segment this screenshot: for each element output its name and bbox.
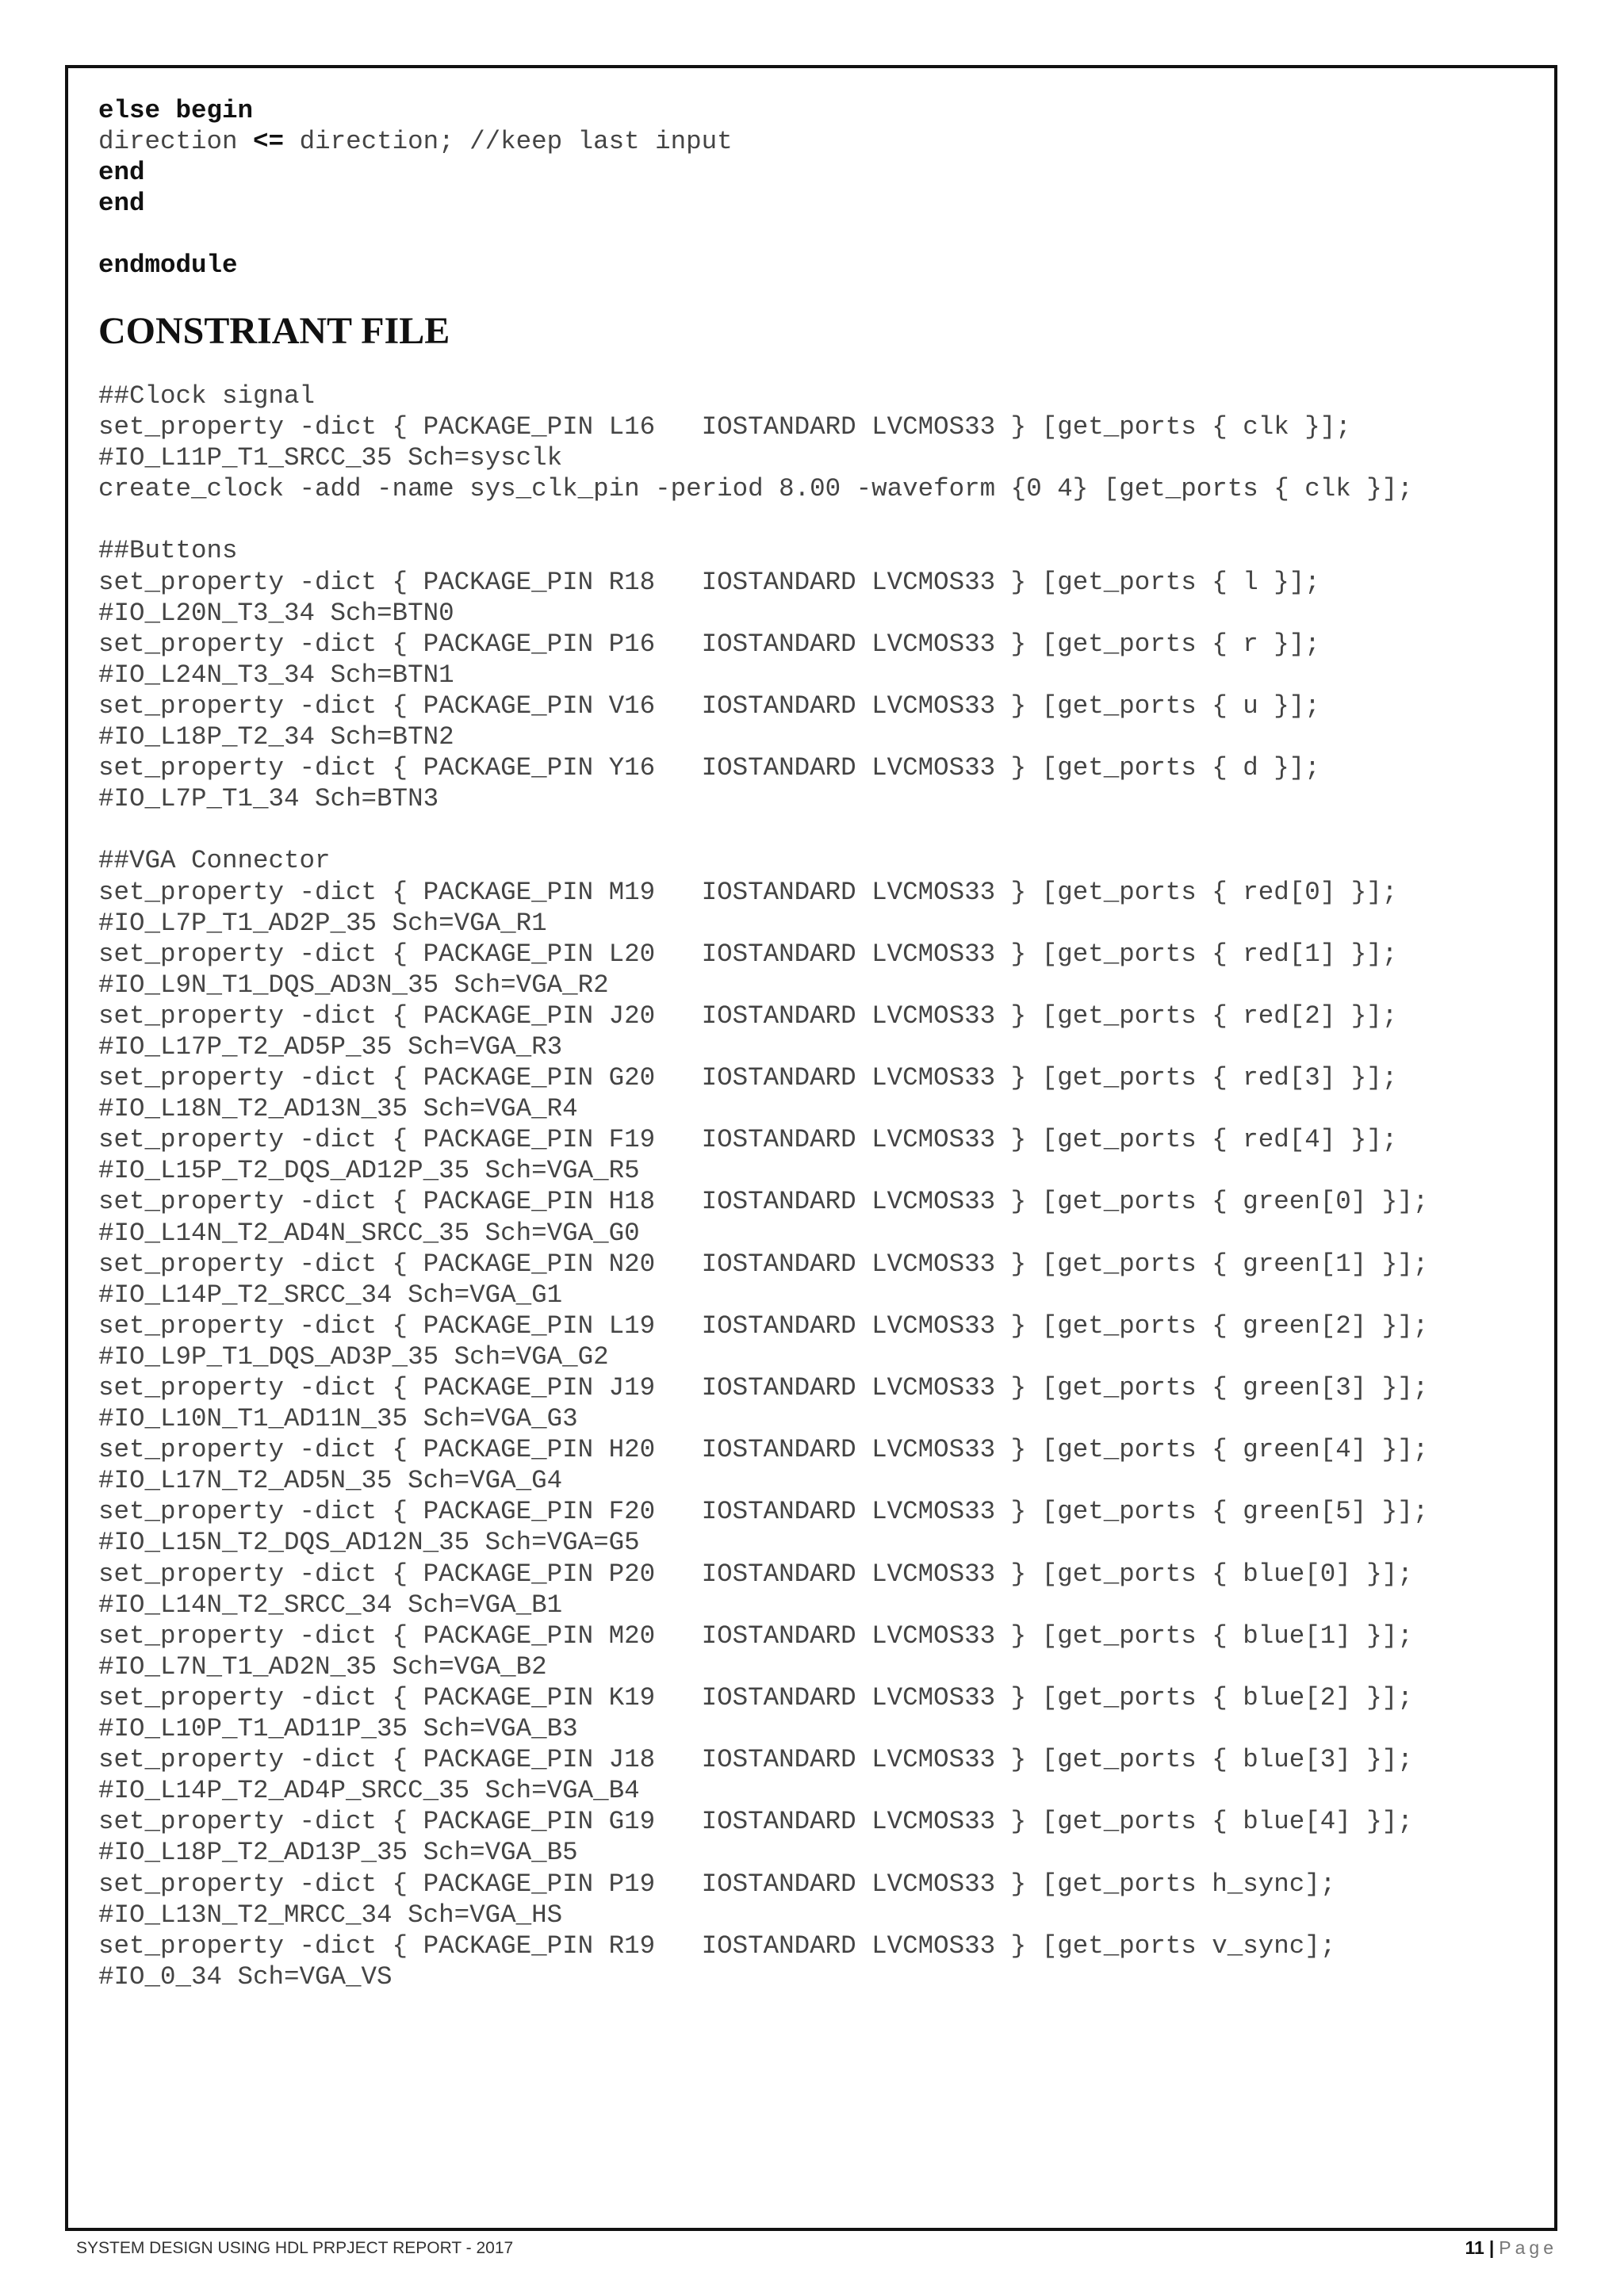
constraint-line: set_property -dict { PACKAGE_PIN R18 IOSTANDARD LVCMOS33 } [get_ports { l }]; [98,567,1320,597]
constraint-line: set_property -dict { PACKAGE_PIN L16 IOSTANDARD LVCMOS33 } [get_ports { clk }]; [98,412,1351,442]
constraint-line: #IO_L14P_T2_SRCC_34 Sch=VGA_G1 [98,1280,563,1310]
constraint-line: #IO_L11P_T1_SRCC_35 Sch=sysclk [98,443,563,473]
footer-separator: | [1488,2237,1495,2258]
constraint-line: #IO_L7P_T1_34 Sch=BTN3 [98,784,439,814]
constraint-line: #IO_L17N_T2_AD5N_35 Sch=VGA_G4 [98,1466,563,1496]
constraint-line: set_property -dict { PACKAGE_PIN J19 IOSTANDARD LVCMOS33 } [get_ports { green[3] }]; [98,1373,1429,1402]
constraint-line: #IO_0_34 Sch=VGA_VS [98,1961,393,1992]
footer-report-title: SYSTEM DESIGN USING HDL PRPJECT REPORT - 2017 [76,2239,514,2257]
constraint-line: set_property -dict { PACKAGE_PIN K19 IOSTANDARD LVCMOS33 } [get_ports { blue[2] }]; [98,1682,1413,1712]
constraint-line: set_property -dict { PACKAGE_PIN P19 IOSTANDARD LVCMOS33 } [get_ports h_sync]; [98,1869,1336,1899]
page-label: Page [1499,2237,1557,2258]
section-heading: CONSTRIANT FILE [98,310,450,352]
constraint-line: #IO_L15P_T2_DQS_AD12P_35 Sch=VGA_R5 [98,1156,640,1186]
constraint-line: set_property -dict { PACKAGE_PIN L20 IOSTANDARD LVCMOS33 } [get_ports { red[1] }]; [98,939,1398,969]
constraint-line: #IO_L24N_T3_34 Sch=BTN1 [98,660,454,690]
constraint-line [98,814,1428,845]
constraint-line: #IO_L15N_T2_DQS_AD12N_35 Sch=VGA=G5 [98,1528,640,1558]
code-endmodule: endmodule [98,251,238,281]
code-end: end [98,158,145,188]
constraint-line: set_property -dict { PACKAGE_PIN P20 IOSTANDARD LVCMOS33 } [get_ports { blue[0] }]; [98,1559,1413,1589]
constraint-line: set_property -dict { PACKAGE_PIN R19 IOSTANDARD LVCMOS33 } [get_ports v_sync]; [98,1931,1336,1961]
constraint-line: set_property -dict { PACKAGE_PIN L19 IOSTANDARD LVCMOS33 } [get_ports { green[2] }]; [98,1311,1429,1341]
constraint-line: set_property -dict { PACKAGE_PIN V16 IOSTANDARD LVCMOS33 } [get_ports { u }]; [98,691,1320,721]
constraint-line: set_property -dict { PACKAGE_PIN Y16 IOSTANDARD LVCMOS33 } [get_ports { d }]; [98,753,1320,783]
constraint-line: set_property -dict { PACKAGE_PIN H18 IOSTANDARD LVCMOS33 } [get_ports { green[0] }]; [98,1187,1429,1217]
constraint-line: ##VGA Connector [98,846,331,876]
constraint-line: set_property -dict { PACKAGE_PIN F20 IOSTANDARD LVCMOS33 } [get_ports { green[5] }]; [98,1497,1429,1527]
constraint-line: #IO_L20N_T3_34 Sch=BTN0 [98,598,454,628]
constraint-line: #IO_L10P_T1_AD11P_35 Sch=VGA_B3 [98,1714,578,1744]
constraint-line: #IO_L14N_T2_SRCC_34 Sch=VGA_B1 [98,1590,563,1620]
code-else-begin: else begin [98,96,254,125]
code-direction-line: direction <= direction; //keep last input [98,127,733,157]
constraint-file-code [98,381,1428,1992]
constraint-line: #IO_L14P_T2_AD4P_SRCC_35 Sch=VGA_B4 [98,1776,640,1806]
constraint-line: #IO_L7N_T1_AD2N_35 Sch=VGA_B2 [98,1651,547,1682]
constraint-line: #IO_L9N_T1_DQS_AD3N_35 Sch=VGA_R2 [98,970,609,1000]
constraint-line: ##Clock signal [98,381,316,411]
constraint-line: create_clock -add -name sys_clk_pin -period 8.00 -waveform {0 4} [get_ports { clk }]; [98,474,1413,504]
constraint-line: set_property -dict { PACKAGE_PIN J20 IOSTANDARD LVCMOS33 } [get_ports { red[2] }]; [98,1001,1398,1031]
page-number: 11 [1465,2237,1484,2258]
constraint-line: #IO_L14N_T2_AD4N_SRCC_35 Sch=VGA_G0 [98,1218,640,1248]
constraint-line: #IO_L10N_T1_AD11N_35 Sch=VGA_G3 [98,1404,578,1434]
constraint-line: #IO_L18N_T2_AD13N_35 Sch=VGA_R4 [98,1094,578,1124]
constraint-line: set_property -dict { PACKAGE_PIN M20 IOSTANDARD LVCMOS33 } [get_ports { blue[1] }]; [98,1621,1413,1651]
code-end: end [98,189,145,219]
constraint-line: set_property -dict { PACKAGE_PIN P16 IOSTANDARD LVCMOS33 } [get_ports { r }]; [98,629,1320,659]
constraint-line: set_property -dict { PACKAGE_PIN M19 IOSTANDARD LVCMOS33 } [get_ports { red[0] }]; [98,877,1398,907]
constraint-line: #IO_L7P_T1_AD2P_35 Sch=VGA_R1 [98,908,547,938]
constraint-line: set_property -dict { PACKAGE_PIN H20 IOSTANDARD LVCMOS33 } [get_ports { green[4] }]; [98,1435,1429,1465]
constraint-line: ##Buttons [98,536,238,566]
verilog-code-tail [98,95,733,281]
constraint-line: #IO_L9P_T1_DQS_AD3P_35 Sch=VGA_G2 [98,1341,609,1372]
constraint-line: set_property -dict { PACKAGE_PIN F19 IOSTANDARD LVCMOS33 } [get_ports { red[4] }]; [98,1125,1398,1155]
constraint-line: #IO_L18P_T2_AD13P_35 Sch=VGA_B5 [98,1838,578,1868]
constraint-line: #IO_L17P_T2_AD5P_35 Sch=VGA_R3 [98,1031,563,1062]
constraint-line: set_property -dict { PACKAGE_PIN G20 IOSTANDARD LVCMOS33 } [get_ports { red[3] }]; [98,1063,1398,1093]
constraint-line [98,504,1428,535]
constraint-line: set_property -dict { PACKAGE_PIN G19 IOSTANDARD LVCMOS33 } [get_ports { blue[4] }]; [98,1807,1413,1837]
constraint-line: set_property -dict { PACKAGE_PIN N20 IOSTANDARD LVCMOS33 } [get_ports { green[1] }]; [98,1249,1429,1279]
constraint-line: #IO_L18P_T2_34 Sch=BTN2 [98,722,454,752]
constraint-line: set_property -dict { PACKAGE_PIN J18 IOSTANDARD LVCMOS33 } [get_ports { blue[3] }]; [98,1745,1413,1775]
footer-page-info [1465,2237,1557,2259]
constraint-line: #IO_L13N_T2_MRCC_34 Sch=VGA_HS [98,1900,563,1930]
code-blank [98,219,733,250]
